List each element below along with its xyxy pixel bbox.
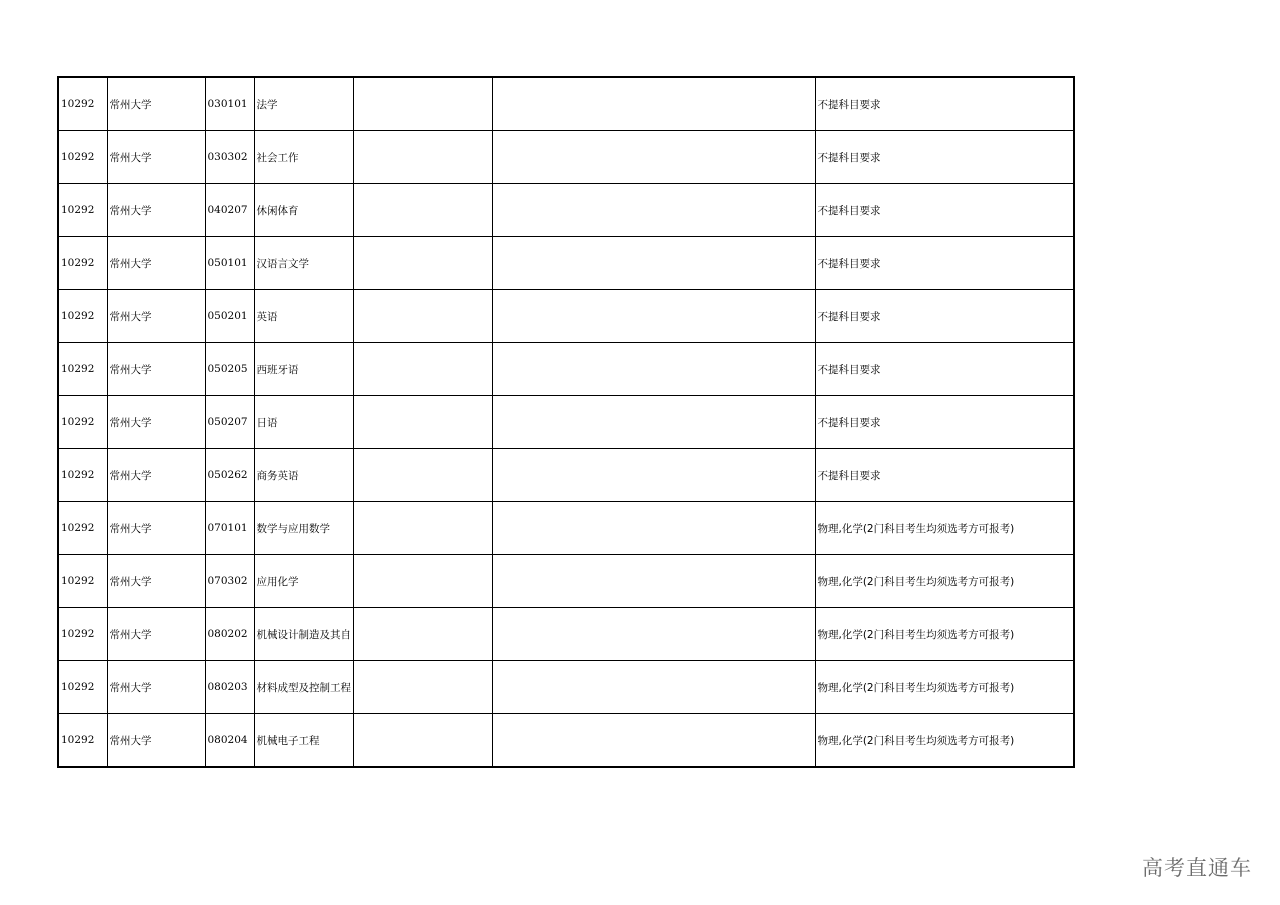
subject-requirement-cell: 不提科目要求 (815, 77, 1074, 131)
major-name-cell: 机械设计制造及其自 (254, 608, 353, 661)
blank-cell-b (492, 396, 815, 449)
major-code-cell: 080204 (205, 714, 254, 768)
blank-cell-a (353, 449, 492, 502)
requirements-table (57, 76, 1075, 768)
school-name-cell: 常州大学 (107, 184, 205, 237)
major-code-cell: 070101 (205, 502, 254, 555)
blank-cell-a (353, 343, 492, 396)
major-name-cell: 机械电子工程 (254, 714, 353, 768)
major-code-cell: 040207 (205, 184, 254, 237)
table-row (58, 661, 1074, 714)
table-row (58, 555, 1074, 608)
school-code-cell: 10292 (58, 237, 107, 290)
blank-cell-b (492, 449, 815, 502)
table-row (58, 184, 1074, 237)
major-code-cell: 080203 (205, 661, 254, 714)
table-row (58, 237, 1074, 290)
school-name-cell: 常州大学 (107, 77, 205, 131)
school-name-cell: 常州大学 (107, 131, 205, 184)
blank-cell-b (492, 343, 815, 396)
school-code-cell: 10292 (58, 343, 107, 396)
school-code-cell: 10292 (58, 555, 107, 608)
table-row (58, 77, 1074, 131)
blank-cell-b (492, 714, 815, 768)
major-name-cell: 西班牙语 (254, 343, 353, 396)
blank-cell-b (492, 608, 815, 661)
school-name-cell: 常州大学 (107, 343, 205, 396)
major-name-cell: 应用化学 (254, 555, 353, 608)
major-code-cell: 030302 (205, 131, 254, 184)
table-row (58, 343, 1074, 396)
blank-cell-b (492, 502, 815, 555)
table-row (58, 131, 1074, 184)
blank-cell-a (353, 714, 492, 768)
blank-cell-a (353, 184, 492, 237)
subject-requirement-cell: 物理,化学(2门科目考生均须选考方可报考) (815, 608, 1074, 661)
subject-requirement-cell: 不提科目要求 (815, 184, 1074, 237)
school-code-cell: 10292 (58, 714, 107, 768)
school-name-cell: 常州大学 (107, 608, 205, 661)
subject-requirement-cell: 物理,化学(2门科目考生均须选考方可报考) (815, 555, 1074, 608)
school-name-cell: 常州大学 (107, 396, 205, 449)
blank-cell-a (353, 396, 492, 449)
subject-requirement-cell: 不提科目要求 (815, 343, 1074, 396)
major-name-cell: 法学 (254, 77, 353, 131)
blank-cell-b (492, 661, 815, 714)
major-code-cell: 050207 (205, 396, 254, 449)
major-name-cell: 材料成型及控制工程 (254, 661, 353, 714)
school-code-cell: 10292 (58, 449, 107, 502)
major-code-cell: 080202 (205, 608, 254, 661)
school-code-cell: 10292 (58, 661, 107, 714)
blank-cell-a (353, 237, 492, 290)
table-body (58, 77, 1074, 767)
subject-requirement-cell: 不提科目要求 (815, 290, 1074, 343)
school-code-cell: 10292 (58, 608, 107, 661)
major-name-cell: 日语 (254, 396, 353, 449)
major-name-cell: 英语 (254, 290, 353, 343)
table-row (58, 449, 1074, 502)
subject-requirement-cell: 不提科目要求 (815, 396, 1074, 449)
school-name-cell: 常州大学 (107, 290, 205, 343)
subject-requirement-cell: 物理,化学(2门科目考生均须选考方可报考) (815, 661, 1074, 714)
major-code-cell: 050101 (205, 237, 254, 290)
major-name-cell: 社会工作 (254, 131, 353, 184)
table-row (58, 714, 1074, 768)
major-name-cell: 休闲体育 (254, 184, 353, 237)
major-name-cell: 商务英语 (254, 449, 353, 502)
table-row (58, 396, 1074, 449)
major-code-cell: 050262 (205, 449, 254, 502)
blank-cell-a (353, 661, 492, 714)
blank-cell-a (353, 131, 492, 184)
blank-cell-b (492, 290, 815, 343)
blank-cell-a (353, 290, 492, 343)
subject-requirement-cell: 不提科目要求 (815, 237, 1074, 290)
blank-cell-a (353, 502, 492, 555)
subject-requirement-cell: 物理,化学(2门科目考生均须选考方可报考) (815, 502, 1074, 555)
blank-cell-b (492, 77, 815, 131)
blank-cell-a (353, 608, 492, 661)
blank-cell-a (353, 555, 492, 608)
watermark-logo-text: 高考直通车 (1142, 856, 1252, 880)
school-code-cell: 10292 (58, 184, 107, 237)
school-name-cell: 常州大学 (107, 237, 205, 290)
major-code-cell: 030101 (205, 77, 254, 131)
major-code-cell: 050205 (205, 343, 254, 396)
blank-cell-b (492, 237, 815, 290)
school-name-cell: 常州大学 (107, 661, 205, 714)
table-row (58, 608, 1074, 661)
school-code-cell: 10292 (58, 77, 107, 131)
blank-cell-b (492, 184, 815, 237)
school-code-cell: 10292 (58, 396, 107, 449)
major-code-cell: 070302 (205, 555, 254, 608)
blank-cell-b (492, 555, 815, 608)
school-name-cell: 常州大学 (107, 714, 205, 768)
subject-requirement-cell: 不提科目要求 (815, 449, 1074, 502)
subject-requirement-cell: 物理,化学(2门科目考生均须选考方可报考) (815, 714, 1074, 768)
school-code-cell: 10292 (58, 502, 107, 555)
table-row (58, 502, 1074, 555)
subject-requirement-cell: 不提科目要求 (815, 131, 1074, 184)
major-name-cell: 汉语言文学 (254, 237, 353, 290)
major-code-cell: 050201 (205, 290, 254, 343)
school-name-cell: 常州大学 (107, 555, 205, 608)
school-name-cell: 常州大学 (107, 449, 205, 502)
requirements-table-container (57, 76, 1075, 768)
school-name-cell: 常州大学 (107, 502, 205, 555)
blank-cell-a (353, 77, 492, 131)
school-code-cell: 10292 (58, 131, 107, 184)
major-name-cell: 数学与应用数学 (254, 502, 353, 555)
table-row (58, 290, 1074, 343)
blank-cell-b (492, 131, 815, 184)
school-code-cell: 10292 (58, 290, 107, 343)
